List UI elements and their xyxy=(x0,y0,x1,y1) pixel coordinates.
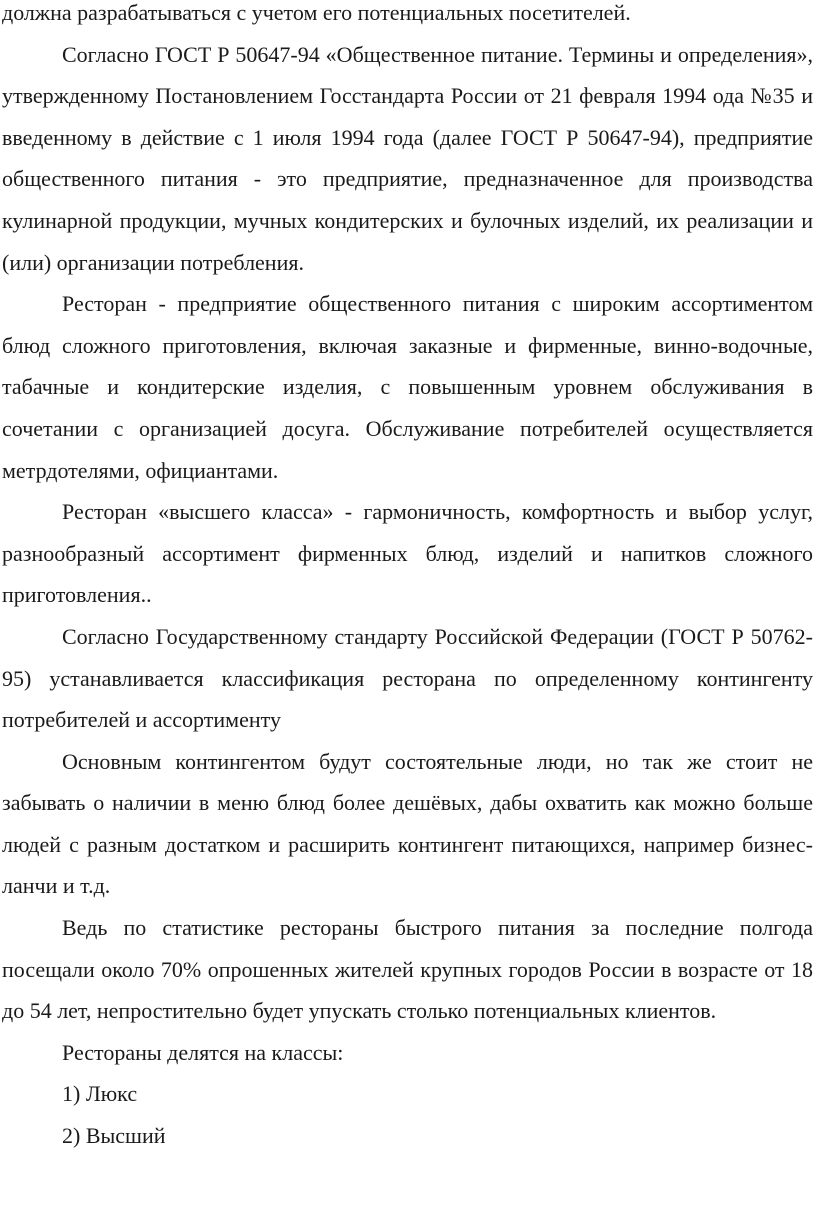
paragraph-classes-intro: Рестораны делятся на классы: xyxy=(62,1039,344,1065)
list-item-lux: 1) Люкс xyxy=(62,1081,138,1107)
paragraph-high-class-restaurant: Ресторан «высшего класса» - гармоничность, комфортность и выбор услуг, разнообразный ассортимент фирменных блюд, изделий и напитков сложного приготовления.. xyxy=(2,499,813,608)
list-item-highest: 2) Высший xyxy=(62,1123,166,1149)
paragraph-statistics: Ведь по статистике рестораны быстрого питания за последние полгода посещали около 70% опрошенных жителей крупных городов России в возрасте от 18 до 54 лет, непростительно будет упускать столько потенциальных клиентов. xyxy=(2,915,813,1024)
paragraph-main-contingent: Основным контингентом будут состоятельные люди, но так же стоит не забывать о наличии в меню блюд более дешёвых, дабы охватить как можно больше людей с разным достатком и расширить контингент питающихся, например бизнес-ланчи и т.д. xyxy=(2,748,813,899)
paragraph-classification-standard: Согласно Государственному стандарту Российской Федерации (ГОСТ Р 50762-95) устанавливается классификация ресторана по определенному контингенту потребителей и ассортименту xyxy=(2,623,813,733)
paragraph-gost-definition: Согласно ГОСТ Р 50647-94 «Общественное питание. Термины и определения», утвержденному Постановлением Госстандарта России от 21 февраля 1994 ода №35 и введенному в действие с 1 июля 1994 года (далее ГОСТ Р 50647-94), предприятие общественного питания - это предприятие, предназначенное для производства кулинарной продукции, мучных кондитерских и булочных изделий, их реализации и (или) организации потребления. xyxy=(2,41,813,275)
paragraph-restaurant-definition: Ресторан - предприятие общественного питания с широким ассортиментом блюд сложного приготовления, включая заказные и фирменные, винно-водочные, табачные и кондитерские изделия, с повышенным уровнем обслуживания в сочетании с организацией досуга. Обслуживание потребителей осуществляется метрдотелями, официантами. xyxy=(2,291,813,483)
paragraph-continuation: должна разрабатываться с учетом его потенциальных посетителей. xyxy=(2,0,631,25)
